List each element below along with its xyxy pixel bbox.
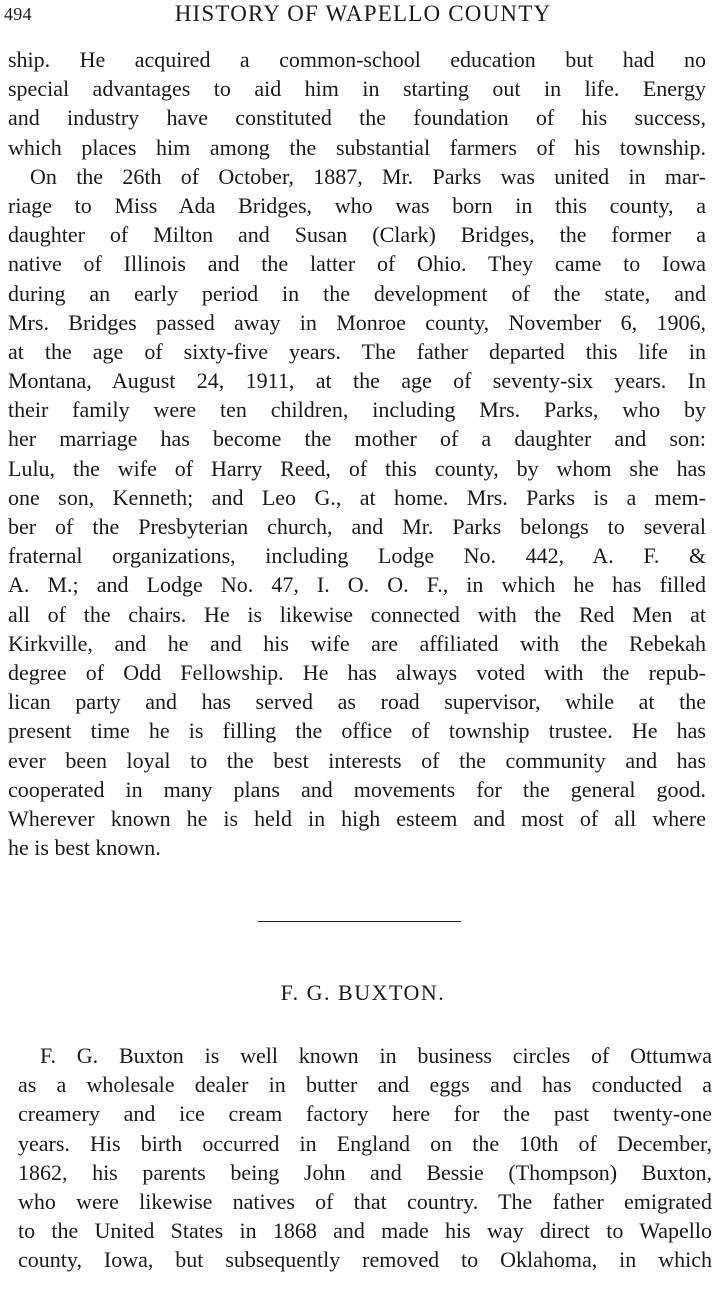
text-line: fraternal organizations, including Lodge No. 442, A. F. & — [8, 543, 706, 569]
text-line: all of the chairs. He is likewise connected with the Red Men at — [8, 601, 706, 627]
text-line: and industry have constituted the foundation of his success, — [8, 105, 706, 131]
page-number: 494 — [4, 4, 32, 24]
text-line: ship. He acquired a common-school education but had no — [8, 47, 706, 72]
text-line: Montana, August 24, 1911, at the age of seventy-six years. In — [8, 368, 706, 394]
text-line: years. His birth occurred in England on the 10th of December, — [18, 1130, 712, 1156]
text-line: degree of Odd Fellowship. He has always voted with the repub- — [8, 659, 706, 685]
text-line: one son, Kenneth; and Leo G., at home. Mrs. Parks is a mem- — [8, 484, 706, 510]
text-line: Mrs. Bridges passed away in Monroe county, November 6, 1906, — [8, 309, 706, 335]
text-line: county, Iowa, but subsequently removed to Oklahoma, in which — [18, 1247, 712, 1273]
section-heading: F. G. BUXTON. — [280, 980, 446, 1005]
text-line: to the United States in 1868 and made his way direct to Wapello — [18, 1218, 712, 1244]
section-divider-rule — [258, 921, 461, 922]
text-line: ever been loyal to the best interests of the community and has — [8, 747, 706, 773]
text-line: On the 26th of October, 1887, Mr. Parks was united in mar- — [8, 163, 706, 189]
text-line: 1862, his parents being John and Bessie (Thompson) Buxton, — [18, 1159, 712, 1185]
text-line: F. G. Buxton is well known in business circles of Ottumwa — [18, 1043, 712, 1068]
text-line: who were likewise natives of that country. The father emigrated — [18, 1188, 712, 1214]
text-line: creamery and ice cream factory here for the past twenty-one — [18, 1101, 712, 1127]
text-line: native of Illinois and the latter of Ohio. They came to Iowa — [8, 251, 706, 277]
running-head: HISTORY OF WAPELLO COUNTY — [174, 1, 552, 26]
text-line: cooperated in many plans and movements for the general good. — [8, 776, 706, 802]
text-line: daughter of Milton and Susan (Clark) Bridges, the former a — [8, 222, 706, 248]
text-line: their family were ten children, including Mrs. Parks, who by — [8, 397, 706, 423]
text-line: A. M.; and Lodge No. 47, I. O. O. F., in which he has filled — [8, 572, 706, 598]
text-line: at the age of sixty-five years. The father departed this life in — [8, 338, 706, 364]
text-line: riage to Miss Ada Bridges, who was born in this county, a — [8, 192, 706, 218]
buxton-biography-text — [18, 1041, 712, 1275]
text-line: Wherever known he is held in high esteem and most of all where — [8, 805, 706, 831]
text-line: lican party and has served as road supervisor, while at the — [8, 689, 706, 715]
text-line: he is best known. — [8, 835, 161, 861]
text-line: present time he is filling the office of township trustee. He has — [8, 718, 706, 744]
text-line: her marriage has become the mother of a daughter and son: — [8, 426, 706, 452]
text-line: during an early period in the development of the state, and — [8, 280, 706, 306]
text-line: which places him among the substantial farmers of his township. — [8, 134, 706, 160]
text-line: special advantages to aid him in starting out in life. Energy — [8, 76, 706, 102]
text-line: as a wholesale dealer in butter and eggs and has conducted a — [18, 1072, 712, 1098]
parks-biography-text — [8, 45, 706, 862]
text-line: Kirkville, and he and his wife are affiliated with the Rebekah — [8, 630, 706, 656]
text-line: Lulu, the wife of Harry Reed, of this county, by whom she has — [8, 455, 706, 481]
text-line: ber of the Presbyterian church, and Mr. Parks belongs to several — [8, 514, 706, 539]
